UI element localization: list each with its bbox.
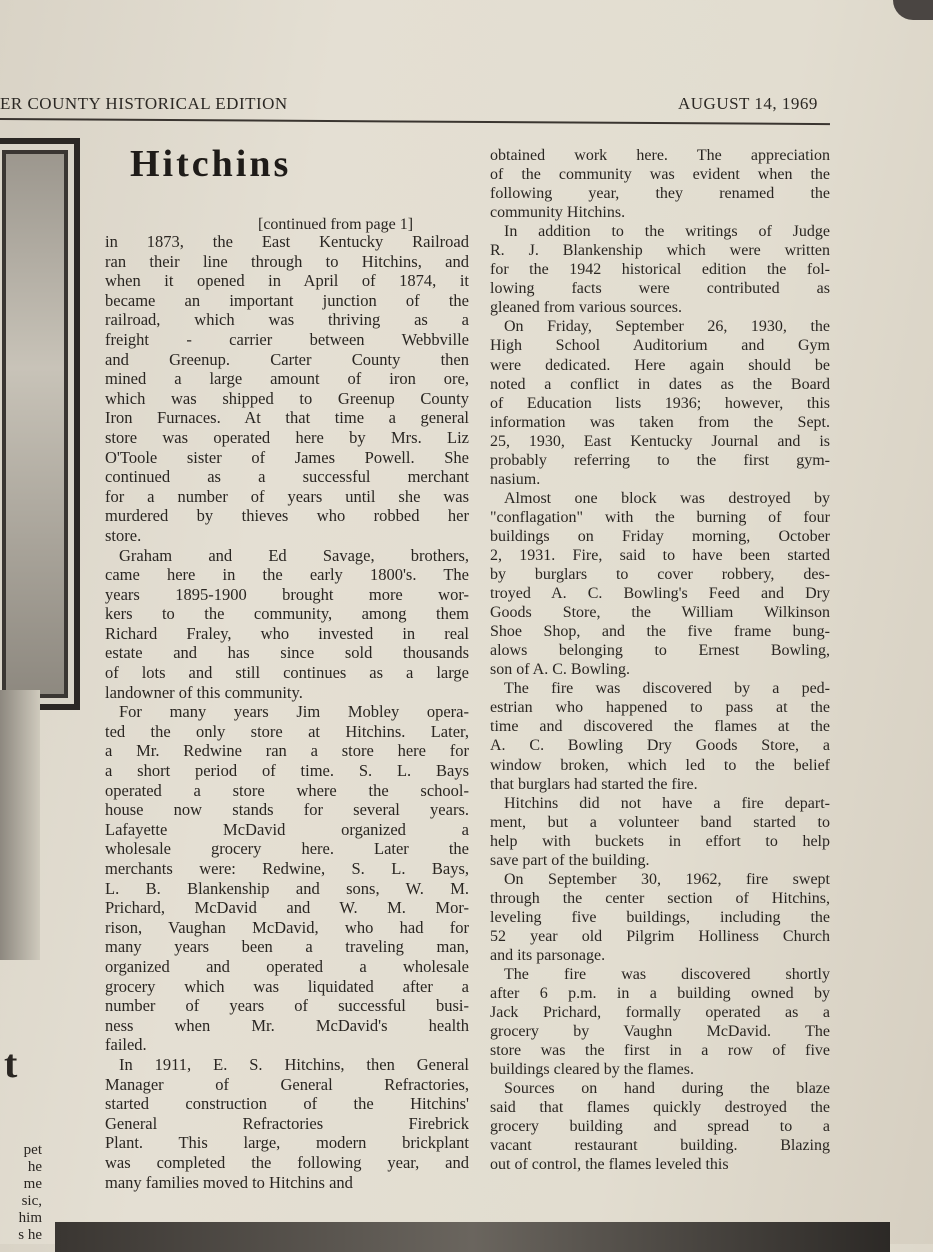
text-line: For many years Jim Mobley opera- [119,702,469,722]
text-line: probably referring to the first gym- [490,451,830,469]
text-line: store was the first in a row of five [490,1042,830,1060]
text-line: organized and operated a wholesale [105,956,469,976]
paragraph [105,1055,469,1192]
text-line: ted the only store at Hitchins. Later, [105,721,469,741]
text-line: estrian who happened to pass at the [490,699,830,717]
paragraph [490,1079,830,1174]
text-line: Manager of General Refractories, [105,1074,469,1094]
text-line: and Greenup. Carter County then [105,349,469,369]
adjacent-column-fragments [0,1142,42,1244]
text-line: window broken, which led to the belief [490,756,830,774]
article-column-left [105,232,469,1192]
text-line: On Friday, September 26, 1930, the [504,318,830,336]
paragraph [490,222,830,317]
text-line: community Hitchins. [490,204,626,222]
text-line: 52 year old Pilgrim Holliness Church [490,927,830,945]
text-line: landowner of this community. [105,682,303,702]
text-line: Iron Furnaces. At that time a general [105,408,469,428]
text-line: ment, but a volunteer band started to [490,813,830,831]
text-line: 25, 1930, East Kentucky Journal and is [490,432,830,450]
text-line: Richard Fraley, who invested in real [105,623,469,643]
text-line: grocery building and spread to a [490,1118,830,1136]
text-line: On September 30, 1962, fire swept [504,870,830,888]
text-line: continued as a successful merchant [105,467,469,487]
text-line: troyed A. C. Bowling's Feed and Dry [490,585,830,603]
text-line: that burglars had started the fire. [490,775,698,793]
text-line: A. C. Bowling Dry Goods Store, a [490,737,830,755]
text-line: grocery which was liquidated after a [105,976,469,996]
text-line: for a number of years until she was [105,486,469,506]
text-line: The fire was discovered shortly [504,966,830,984]
text-line: L. B. Blankenship and sons, W. M. [105,878,469,898]
text-line: "conflagation" with the burning of four [490,508,830,526]
paragraph [490,146,830,222]
text-line: High School Auditorium and Gym [490,337,830,355]
text-fragment: pet [23,1142,42,1158]
text-line: for the 1942 historical edition the fol- [490,261,830,279]
text-line: leveling five buildings, including the [490,908,830,926]
text-line: gleaned from various sources. [490,299,682,317]
text-line: murdered by thieves who robbed her [105,506,469,526]
text-line: of lots and still continues as a large [105,663,469,683]
paragraph [105,546,469,703]
text-line: information was taken from the Sept. [490,413,830,431]
text-line: following year, they renamed the [490,185,830,203]
text-line: and its parsonage. [490,946,606,964]
text-line: many years been a traveling man, [105,937,469,957]
text-line: nasium. [490,470,541,488]
paragraph [490,965,830,1079]
article-title: Hitchins [130,143,292,185]
text-line: grocery by Vaughn McDavid. The [490,1023,830,1041]
text-line: In 1911, E. S. Hitchins, then General [119,1054,469,1074]
text-fragment: sic, [21,1193,42,1209]
text-line: ness when Mr. McDavid's health [105,1015,469,1035]
text-line: help with buckets in effort to help [490,832,830,850]
text-line: number of years of successful busi- [105,996,469,1016]
text-line: obtained work here. The appreciation [490,147,830,164]
text-line: became an important junction of the [105,290,469,310]
text-line: noted a conflict in dates as the Board [490,375,830,393]
text-line: of the community was evident when the [490,166,830,184]
paragraph [105,702,469,1055]
text-line: after 6 p.m. in a building owned by [490,985,830,1003]
text-line: started construction of the Hitchins' [105,1094,469,1114]
text-fragment: s he [18,1227,42,1243]
text-line: 2, 1931. Fire, said to have been started [490,546,830,564]
text-line: Jack Prichard, formally operated as a [490,1004,830,1022]
text-line: wholesale grocery here. Later the [105,839,469,859]
text-line: Graham and Ed Savage, brothers, [119,545,469,565]
text-line: freight - carrier between Webbville [105,329,469,349]
text-line: of Education lists 1936; however, this [490,394,830,412]
text-line: save part of the building. [490,851,650,869]
text-line: operated a store where the school- [105,780,469,800]
text-line: In addition to the writings of Judge [504,223,830,241]
text-line: came here in the early 1800's. The [105,565,469,585]
text-line: Shoe Shop, and the five frame bung- [490,623,830,641]
text-line: ran their line through to Hitchins, and [105,251,469,271]
photo-fragment [0,690,40,960]
text-line: railroad, which was thriving as a [105,310,469,330]
text-line: kers to the community, among them [105,604,469,624]
text-line: Plant. This large, modern brickplant [105,1133,469,1153]
text-line: store. [105,525,142,545]
text-line: said that flames quickly destroyed the [490,1099,830,1117]
text-line: Almost one block was destroyed by [504,489,830,507]
text-line: a Mr. Redwine ran a store here for [105,741,469,761]
continued-note: [continued from page 1] [258,216,414,233]
text-line: Lafayette McDavid organized a [105,819,469,839]
framed-photo [0,138,80,710]
section-header: ER COUNTY HISTORICAL EDITION [0,94,288,113]
text-line: mined a large amount of iron ore, [105,369,469,389]
text-line: house now stands for several years. [105,800,469,820]
header-rule [0,118,830,125]
text-line: store was operated here by Mrs. Liz [105,427,469,447]
text-line: alows belonging to Ernest Bowling, [490,642,830,660]
text-line: Prichard, McDavid and W. M. Mor- [105,898,469,918]
text-line: time and discovered the flames at the [490,718,830,736]
text-line: merchants were: Redwine, S. L. Bays, [105,859,469,878]
article-column-right [490,146,830,1175]
page-corner-shadow [893,0,933,20]
text-line: in 1873, the East Kentucky Railroad [105,232,469,251]
text-line: through the center section of Hitchins, [490,889,830,907]
text-line: lowing facts were contributed as [490,280,830,298]
text-line: vacant restaurant building. Blazing [490,1137,830,1155]
text-line: buildings on Friday morning, October [490,527,830,545]
paragraph [490,794,830,870]
paragraph [490,679,830,793]
paragraph [490,870,830,965]
text-line: Goods Store, the William Wilkinson [490,604,830,622]
text-line: Sources on hand during the blaze [504,1080,830,1098]
bottom-photo [55,1222,890,1252]
issue-date: AUGUST 14, 1969 [678,94,818,113]
text-fragment: him [18,1210,42,1226]
text-line: Hitchins did not have a fire depart- [504,794,830,812]
text-line: was completed the following year, and [105,1152,469,1172]
adjacent-headline-fragment: t [4,1041,18,1086]
text-line: rison, Vaughan McDavid, who had for [105,917,469,937]
text-line: many families moved to Hitchins and [105,1172,353,1192]
text-line: when it opened in April of 1874, it [105,271,469,291]
text-line: years 1895-1900 brought more wor- [105,584,469,604]
text-line: R. J. Blankenship which were written [490,242,830,260]
text-line: were dedicated. Here again should be [490,356,830,374]
paragraph [490,489,830,679]
text-line: by burglars to cover robbery, des- [490,566,830,584]
text-line: failed. [105,1035,147,1055]
text-line: O'Toole sister of James Powell. She [105,447,469,467]
text-line: out of control, the flames leveled this [490,1156,729,1174]
paragraph [490,317,830,488]
text-line: General Refractories Firebrick [105,1113,469,1133]
text-line: The fire was discovered by a ped- [504,680,830,698]
text-fragment: me [23,1176,42,1192]
text-fragment: he [27,1159,42,1175]
paragraph [105,232,469,546]
text-line: which was shipped to Greenup County [105,388,469,408]
text-line: buildings cleared by the flames. [490,1061,694,1079]
text-line: a short period of time. S. L. Bays [105,761,469,781]
text-line: son of A. C. Bowling. [490,661,631,679]
text-line: estate and has since sold thousands [105,643,469,663]
